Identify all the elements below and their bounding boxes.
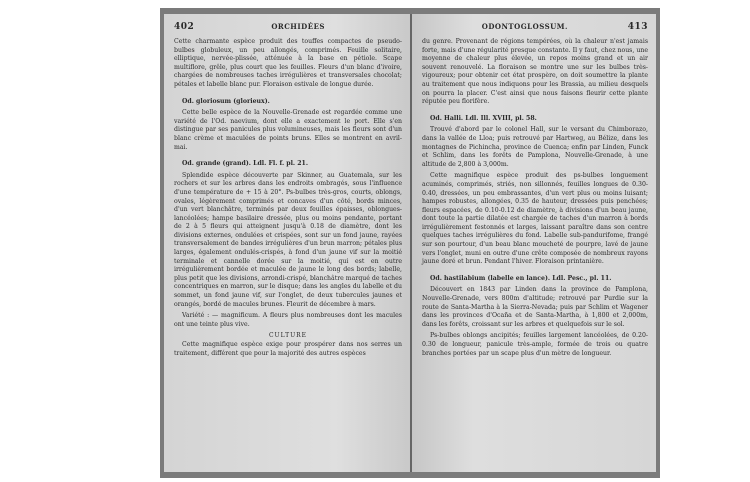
entry-title: Od. Halli. Ldl. Ill. XVIII, pl. 58. — [430, 114, 537, 122]
left-running-head — [174, 22, 402, 32]
left-paragraph — [174, 38, 402, 90]
right-paragraph — [422, 115, 648, 124]
left-paragraph — [174, 160, 402, 169]
left-paragraph — [174, 172, 402, 310]
right-running-title: ODONTOGLOSSUM. — [481, 22, 568, 31]
open-book-scan — [160, 8, 660, 478]
left-page-number: 402 — [174, 22, 195, 32]
right-running-head — [422, 22, 648, 32]
right-paragraph — [422, 332, 648, 358]
section-heading: CULTURE — [268, 332, 308, 340]
paragraph-text: Ps-bulbes oblongs ancipités; feuilles largement lancéolées, de 0.20-0.30 de longueur, panicule très-ample, formée de trois ou quatre branches portées par un scape plus d'un mètre de longueur. — [422, 332, 648, 357]
paragraph-text: Variété : — magnificum. A fleurs plus nombreuses dont les macules ont une teinte plus vive. — [174, 312, 402, 328]
right-paragraph — [422, 38, 648, 107]
left-page — [164, 14, 410, 472]
right-paragraph — [422, 286, 648, 329]
right-paragraph — [422, 172, 648, 267]
entry-title: Od. gloriosum (glorieux). — [182, 97, 270, 105]
entry-title: Od. grande (grand). Ldl. Fl. f. pl. 21. — [182, 160, 309, 168]
paragraph-text: Splendide espèce découverte par Skinner, au Guatemala, sur les rochers et sur les arbres dans les endroits ombragés, sous l'influence d'une température de + 15 à 20°. Ps-bulbes très-gros, courts, oblongs, ovales, légèrement comprimés et concaves d'un côté, bords minces, d'un vert blanchâtre, terminés par deux feuilles épaisses, oblongues-lancéolées; hampe basilaire dressée, plus ou moins pendante, portant de 2 à 5 fleurs qui atteignent jusqu'à 0.18 de diamètre, dont les divisions externes, ondulées et crispées, sont sur un fond jaune, rayées transversalement de bandes irrégulières d'un brun marron; pétales plus larges, également ondulés-crispés, à fond d'un jaune vif sur la moitié terminale et cannelle dorée sur la moitié, qui est en outre irrégulièrement bordée et maculée de jaune le long des bords; labelle, plus petit que les divisions, arrondi-crispé, blanchâtre marqué de taches concentriques en marron, sur le disque; dans les angles du labelle et du sommet, un fond jaune vif, sur l'onglet, de deux tubercules jaunes et orangés, bordé de macules brunes. Fleurit de décembre à mars. — [174, 171, 402, 308]
paragraph-text: du genre. Provenant de régions tempérées, où la chaleur n'est jamais forte, mais d'une régularité presque constante. Il y faut, chez nous, une moyenne de chaleur plus élevée, un repos moins grand et un air souvent renouvelé. La floraison se montre une sur les bulbes très-vigoureux; pour obtenir cet état prospère, on doit soumettre la plante au traitement que nous indiquons pour les Brassia, au milieu desquels on pourra la placer. C'est ainsi que nous faisons fleurir cette plante réputée peu florifère. — [422, 38, 648, 106]
right-paragraph — [422, 275, 648, 284]
paragraph-text: Cette magnifique espèce produit des ps-bulbes longuement acuminés, comprimés, striés, non sillonnés, feuilles longues de 0.30-0.40, dressées, un peu embrassantes, d'un vert plus ou moins luisant; hampes robustes, allongées, 0.35 de hauteur, dressées puis penchées; fleurs espacées, de 0.10-0.12 de diamètre, à divisions d'un beau jaune, dont toute la partie dilatée est chargée de taches d'un marron à bords irrégulièrement festonnés et larges, laissant paraître dans son centre quelques taches irrégulières du fond. Labelle sub-pandurifome, frangé sur son pourtour, d'un beau blanc moucheté de pourpre, lavé de jaune vers l'onglet, muni en outre d'une crête composée de nombreux rayons jaune doré et brun. Pendant l'hiver. Floraison printanière. — [422, 172, 648, 266]
right-page — [412, 14, 656, 472]
right-paragraph — [422, 126, 648, 169]
paragraph-text: Trouvé d'abord par le colonel Hall, sur le versant du Chimborazo, dans la vallée de Lloa; puis retrouvé par Hartweg, au Bélize, dans les montagnes de Pichincha, province de Cuenca; enfin par Linden, Funck et Schlim, dans les forêts de Pamplona, Nouvelle-Grenade, à une altitude de 2,800 à 3,000m. — [422, 126, 648, 168]
left-paragraph — [174, 98, 402, 107]
paragraph-text: Cette belle espèce de la Nouvelle-Grenade est regardée comme une variété de l'Od. naevium, dont elle a exactement le port. Elle s'en distingue par ses panicules plus volumineuses, mais les fleurs sont d'un blanc crème et maculées de points bruns. Elles se montrent en avril-mai. — [174, 109, 402, 151]
paragraph-text: Découvert en 1843 par Linden dans la province de Pamplona, Nouvelle-Grenade, vers 800m d'altitude; retrouvé par Purdie sur la route de Santa-Martha à la Sierra-Nevada; puis par Schlim et Wagener dans les provinces d'Ocaña et de Santa-Martha, à 1,800 et 2,000m, dans les forêts, croissant sur les arbres et quelquefois sur le sol. — [422, 286, 648, 328]
left-running-title: ORCHIDÉES — [271, 22, 325, 31]
left-paragraph — [174, 341, 402, 358]
left-paragraph — [174, 312, 402, 329]
paragraph-text: Cette charmante espèce produit des touffes compactes de pseudo-bulbes globuleux, un peu allongés, comprimés. Feuille solitaire, elliptique, nervée-plissée, atténuée à la base en pétiole. Scape multiflore, grêle, plus court que les feuilles. Fleurs d'un blanc d'ivoire, chargées de nombreuses taches irrégulières et transversales chocolat; pétales et labelle blanc pur. Floraison estivale de longue durée. — [174, 38, 402, 88]
right-page-number: 413 — [627, 22, 648, 32]
entry-title: Od. hastilabium (labelle en lance). Ldl. Pesc., pl. 11. — [430, 274, 612, 282]
left-paragraph — [174, 109, 402, 152]
paragraph-text: Cette magnifique espèce exige pour prospérer dans nos serres un traitement, différent que pour la majorité des autres espèces — [174, 341, 402, 357]
